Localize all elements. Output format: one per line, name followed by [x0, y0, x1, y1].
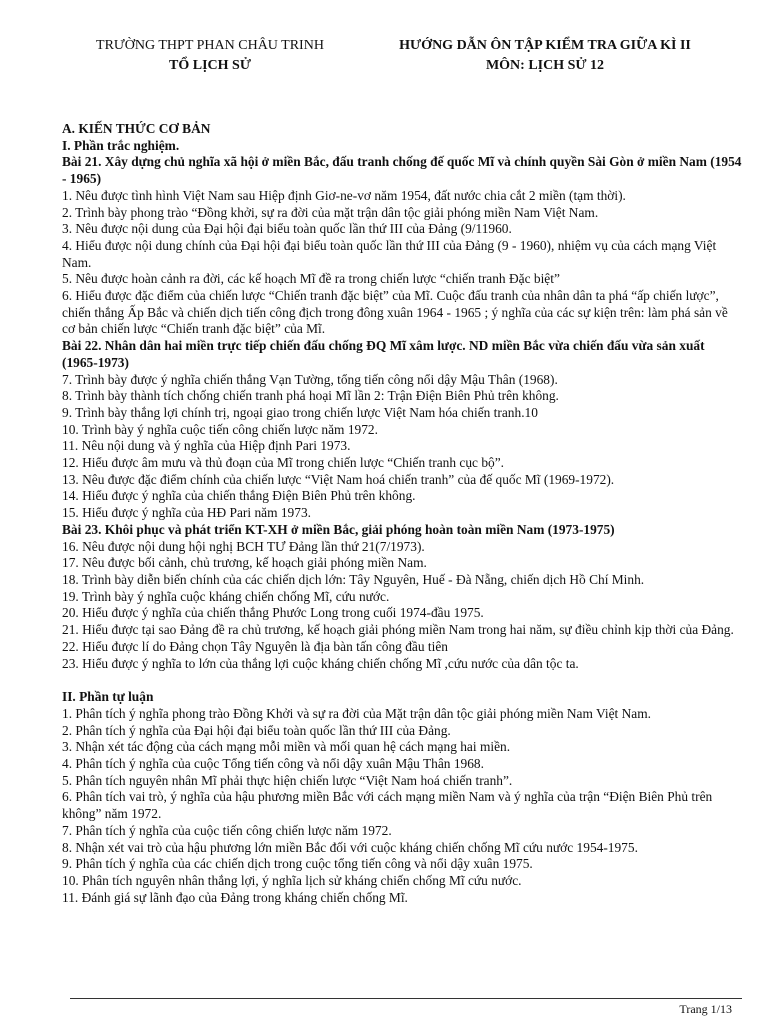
list-item: 7. Phân tích ý nghĩa của cuộc tiến công chiến lược năm 1972.: [62, 822, 392, 838]
list-item: 5. Nêu được hoàn cảnh ra đời, các kế hoạch Mĩ đề ra trong chiến lược “chiến tranh Đặc biệt”: [62, 271, 560, 287]
list-item: 10. Trình bày ý nghĩa cuộc tiến công chiến lược năm 1972.: [62, 421, 378, 437]
list-item: 1. Nêu được tình hình Việt Nam sau Hiệp định Giơ-ne-vơ năm 1954, đất nước chia cắt 2 miền (tạm thời).: [62, 187, 626, 203]
part2-heading: II. Phần tự luận: [62, 689, 154, 705]
list-item: 9. Phân tích ý nghĩa của các chiến dịch trong cuộc tổng tiến công và nổi dậy xuân 1975.: [62, 856, 533, 872]
list-item: 4. Phân tích ý nghĩa của cuộc Tổng tiến công và nổi dậy xuân Mậu Thân 1968.: [62, 756, 484, 772]
list-item: 19. Trình bày ý nghĩa cuộc kháng chiến chống Mĩ, cứu nước.: [62, 588, 390, 604]
list-item: 13. Nêu được đặc điểm chính của chiến lược “Việt Nam hoá chiến tranh” của đế quốc Mĩ (1969-1972).: [62, 471, 615, 487]
lesson-21-heading: Bài 21. Xây dựng chủ nghĩa xã hội ở miền Bắc, đấu tranh chống đế quốc Mĩ và chính quyền Sài Gòn ở miền Nam (1954 - 1965): [62, 154, 742, 187]
list-item: 8. Trình bày thành tích chống chiến tranh phá hoại Mĩ lần 2: Trận Điện Biên Phủ trên không.: [62, 388, 559, 404]
department-name: TỔ LỊCH SỬ: [169, 58, 251, 73]
school-name: TRƯỜNG THPT PHAN CHÂU TRINH: [96, 38, 324, 53]
lesson-23-heading: Bài 23. Khôi phục và phát triển KT-XH ở miền Bắc, giải phóng hoàn toàn miền Nam (1973-1975): [62, 521, 615, 537]
list-item: 9. Trình bày thắng lợi chính trị, ngoại giao trong chiến lược Việt Nam hóa chiến tranh.10: [62, 404, 538, 420]
section-a-heading: A. KIẾN THỨC CƠ BẢN: [62, 121, 211, 136]
document-header: [0, 36, 768, 80]
list-item: 5. Phân tích nguyên nhân Mĩ phải thực hiện chiến lược “Việt Nam hoá chiến tranh”.: [62, 772, 513, 788]
list-item: 11. Nêu nội dung và ý nghĩa của Hiệp định Pari 1973.: [62, 438, 351, 454]
list-item: 1. Phân tích ý nghĩa phong trào Đồng Khởi và sự ra đời của Mặt trận dân tộc giải phóng miền Nam Việt Nam.: [62, 705, 651, 721]
list-item: 12. Hiểu được âm mưu và thủ đoạn của Mĩ trong chiến lược “Chiến tranh cục bộ”.: [62, 455, 504, 471]
document-body: [62, 121, 742, 906]
page-number: Trang 1/13: [679, 1002, 732, 1016]
list-item: 3. Nêu được nội dung của Đại hội đại biểu toàn quốc lần thứ III của Đảng (9/11960.: [62, 221, 512, 237]
list-item: 2. Phân tích ý nghĩa của Đại hội đại biểu toàn quốc lần thứ III của Đảng.: [62, 722, 451, 738]
list-item: 23. Hiểu được ý nghĩa to lớn của thắng lợi cuộc kháng chiến chống Mĩ ,cứu nước của dân tộc ta.: [62, 655, 579, 671]
list-item: 10. Phân tích nguyên nhân thắng lợi, ý nghĩa lịch sử kháng chiến chống Mĩ cứu nước.: [62, 872, 522, 888]
list-item: 6. Phân tích vai trò, ý nghĩa của hậu phương miền Bắc với cách mạng miền Nam và ý nghĩa của trận “Điện Biên Phủ trên không” năm 1972.: [62, 789, 713, 822]
lesson-22-heading: Bài 22. Nhân dân hai miền trực tiếp chiến đấu chống ĐQ Mĩ xâm lược. ND miền Bắc vừa chiến đấu vừa sản xuất (1965-1973): [62, 338, 705, 370]
list-item: 2. Trình bày phong trào “Đồng khởi, sự ra đời của mặt trận dân tộc giải phóng miền Nam Việt Nam.: [62, 204, 599, 220]
list-item: 8. Nhận xét vai trò của hậu phương lớn miền Bắc đối với cuộc kháng chiến chống Mĩ cứu nước 1954-1975.: [62, 839, 638, 855]
subject-title: MÔN: LỊCH SỬ 12: [485, 58, 605, 73]
list-item: 22. Hiểu được lí do Đảng chọn Tây Nguyên là địa bàn tấn công đầu tiên: [62, 638, 448, 654]
part1-heading: I. Phần trắc nghiệm.: [62, 137, 180, 153]
list-item: 21. Hiểu được tại sao Đảng đề ra chủ trương, kế hoạch giải phóng miền Nam trong hai năm, sự điều chỉnh kịp thời của Đảng.: [62, 622, 734, 638]
list-item: 6. Hiểu được đặc điểm của chiến lược “Chiến tranh đặc biệt” của Mĩ. Cuộc đấu tranh của nhân dân ta phá “ấp chiến lược”, chiến thắng Ấp Bắc và chiến dịch tiến công địch trong đông xuân 1964 - 1965 ; ý nghĩa của các sự kiện trên: làm phá sản về cơ bản chiến lược “Chiến tranh đặc biệt” của Mĩ.: [62, 288, 728, 337]
list-item: 17. Nêu được bối cảnh, chủ trương, kế hoạch giải phóng miền Nam.: [62, 555, 427, 571]
list-item: 4. Hiểu được nội dung chính của Đại hội đại biểu toàn quốc lần thứ III của Đảng (9 - 1960), nhiệm vụ của cách mạng Việt Nam.: [62, 237, 717, 270]
list-item: 7. Trình bày được ý nghĩa chiến thắng Vạn Tường, tổng tiến công nổi dậy Mậu Thân (1968).: [62, 371, 558, 387]
spacer: [62, 672, 742, 689]
list-item: 11. Đánh giá sự lãnh đạo của Đảng trong kháng chiến chống Mĩ.: [62, 889, 408, 905]
footer-divider: [70, 998, 742, 999]
list-item: 15. Hiểu được ý nghĩa của HĐ Pari năm 1973.: [62, 505, 311, 521]
list-item: 3. Nhận xét tác động của cách mạng mỗi miền và mối quan hệ cách mạng hai miền.: [62, 739, 511, 755]
document-title: HƯỚNG DẪN ÔN TẬP KIỂM TRA GIỮA KÌ II: [399, 38, 691, 53]
list-item: 20. Hiểu được ý nghĩa của chiến thắng Phước Long trong cuối 1974-đầu 1975.: [62, 605, 484, 621]
list-item: 18. Trình bày diễn biến chính của các chiến dịch lớn: Tây Nguyên, Huế - Đà Nẵng, chiến dịch Hồ Chí Minh.: [62, 571, 645, 587]
list-item: 14. Hiểu được ý nghĩa của chiến thắng Điện Biên Phủ trên không.: [62, 488, 416, 504]
list-item: 16. Nêu được nội dung hội nghị BCH TƯ Đảng lần thứ 21(7/1973).: [62, 538, 425, 554]
